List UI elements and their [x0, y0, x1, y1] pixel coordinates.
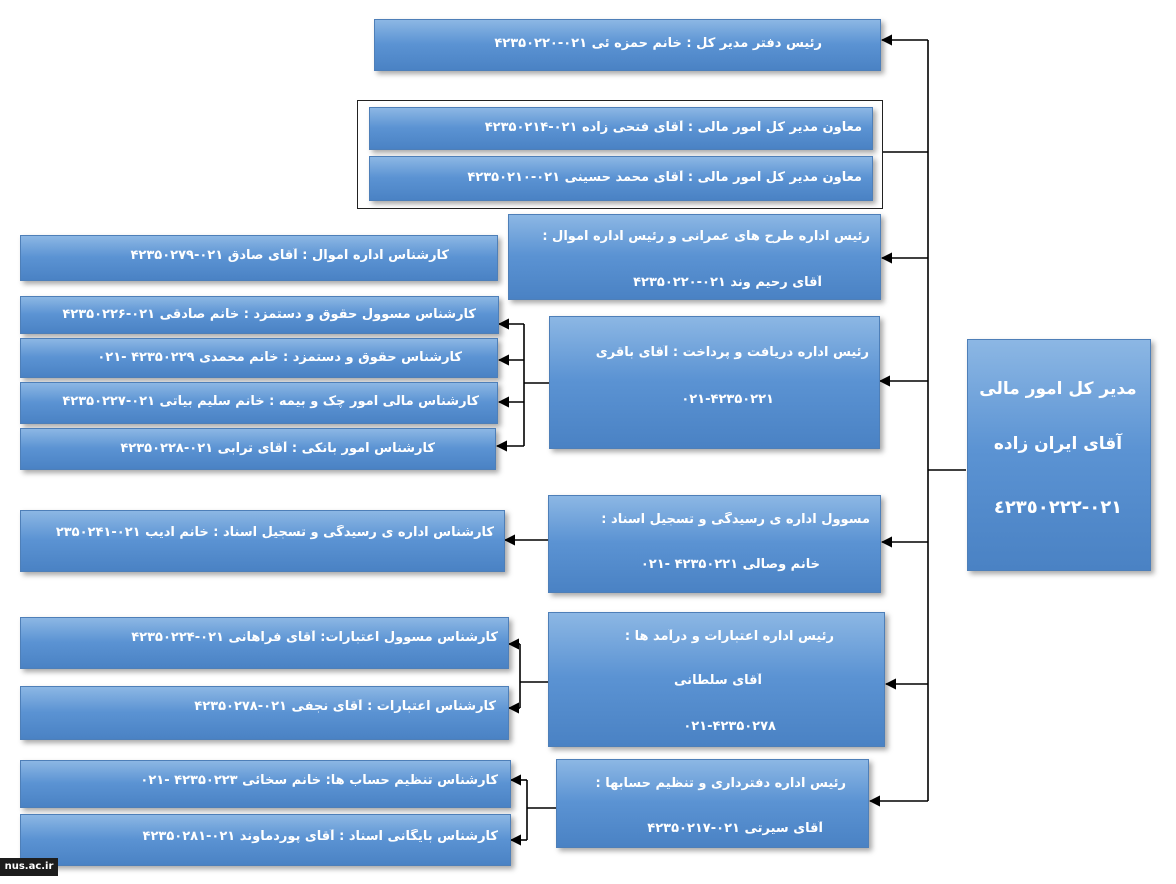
- head-name: آقای ایران زاده: [993, 434, 1123, 454]
- credits-dept-phone: ۰۲۱-۴۲۳۵۰۲۷۸: [683, 719, 776, 734]
- expert-accounts-text: کارشناس تنظیم حساب ها: خانم سخائی ۴۲۳۵۰۲۲۳ -۰۲۱: [140, 773, 498, 788]
- expert-payroll-lead-box: [20, 296, 499, 334]
- deputy-1-text: معاون مدیر کل امور مالی : آقای فتحی زاده ۰۲۱-۴۲۳۵۰۲۱۴: [484, 120, 862, 135]
- expert-audit-text: کارشناس اداره ی رسیدگی و تسجیل اسناد : خانم ادیب ۰۲۱-۲۳۵۰۲۴۱: [55, 525, 494, 540]
- accounting-dept-box: [556, 759, 869, 848]
- credits-dept-name: آقای سلطانی: [674, 673, 762, 688]
- accounting-dept-name: آقای سیرتی ۰۲۱-۴۲۳۵۰۲۱۷: [647, 821, 823, 836]
- deputy-2-text: معاون مدیر کل امور مالی : آقای محمد حسینی ۰۲۱-۴۲۳۵۰۲۱۰: [467, 170, 862, 185]
- expert-accounts-box: [20, 760, 511, 808]
- expert-property-box: [20, 235, 498, 281]
- payments-dept-phone: ۰۲۱-۴۲۳۵۰۲۲۱: [681, 392, 774, 407]
- expert-property-text: کارشناس اداره اموال : آقای صادق ۰۲۱-۴۲۳۵۰۲۷۹: [130, 248, 449, 263]
- accounting-dept-title: رئیس اداره دفترداری و تنظیم حسابها :: [595, 776, 846, 791]
- chief-of-office-text: رئیس دفتر مدیر کل : خانم حمزه ئی ۰۲۱-۴۲۳۵۰۲۲۰: [494, 36, 822, 51]
- payments-dept-box: [549, 316, 880, 449]
- audit-dept-box: [548, 495, 881, 593]
- construction-dept-title: رئیس اداره طرح های عمرانی و رئیس اداره اموال :: [542, 229, 870, 244]
- expert-archive-text: کارشناس بایگانی اسناد : آقای پوردماوند ۰۲۱-۴۲۳۵۰۲۸۱: [142, 829, 498, 844]
- expert-cheque-insurance-text: کارشناس مالی امور چک و بیمه : خانم سلیم بیاتی ۰۲۱-۴۲۳۵۰۲۲۷: [62, 394, 479, 409]
- expert-banking-text: کارشناس امور بانکی : آقای ترابی ۰۲۱-۴۲۳۵۰۲۲۸: [120, 441, 435, 456]
- chief-of-office-box: [374, 19, 881, 71]
- head-phone: ٠٢١-٤٢٣٥٠٢٢٢: [993, 497, 1123, 518]
- expert-credits-text: کارشناس اعتبارات : آقای نجفی ۰۲۱-۴۲۳۵۰۲۷۸: [194, 699, 496, 714]
- deputy-2-box: [369, 156, 873, 201]
- audit-dept-title: مسوول اداره ی رسیدگی و تسجیل اسناد :: [601, 512, 870, 527]
- credits-dept-box: [548, 612, 885, 747]
- expert-cheque-insurance-box: [20, 382, 498, 424]
- expert-audit-box: [20, 510, 505, 572]
- expert-payroll-text: کارشناس حقوق و دستمزد : خانم محمدی ۴۲۳۵۰۲۲۹ -۰۲۱: [97, 350, 462, 365]
- site-badge: nus.ac.ir: [0, 858, 58, 876]
- expert-credits-box: [20, 686, 509, 740]
- expert-payroll-lead-text: کارشناس مسوول حقوق و دستمزد : خانم صادقی ۰۲۱-۴۲۳۵۰۲۲۶: [62, 307, 476, 322]
- expert-archive-box: [20, 814, 511, 866]
- construction-dept-name: آقای رحیم وند ۰۲۱-۴۲۳۵۰۲۲۰: [633, 275, 822, 290]
- expert-credits-lead-box: [20, 617, 509, 669]
- audit-dept-name: خانم وصالی ۴۲۳۵۰۲۲۱ -۰۲۱: [640, 557, 820, 572]
- credits-dept-title: رئیس اداره اعتبارات و درآمد ها :: [624, 629, 834, 644]
- payments-dept-title: رئیس اداره دریافت و پرداخت : آقای باقری: [595, 345, 869, 360]
- head-box: [967, 339, 1151, 571]
- expert-banking-box: [20, 428, 496, 470]
- deputy-1-box: [369, 107, 873, 150]
- construction-dept-box: [508, 214, 881, 300]
- expert-credits-lead-text: کارشناس مسوول اعتبارات: آقای فراهانی ۰۲۱-۴۲۳۵۰۲۲۴: [131, 630, 498, 645]
- head-title: مدیر کل امور مالی: [979, 379, 1137, 399]
- expert-payroll-box: [20, 338, 498, 378]
